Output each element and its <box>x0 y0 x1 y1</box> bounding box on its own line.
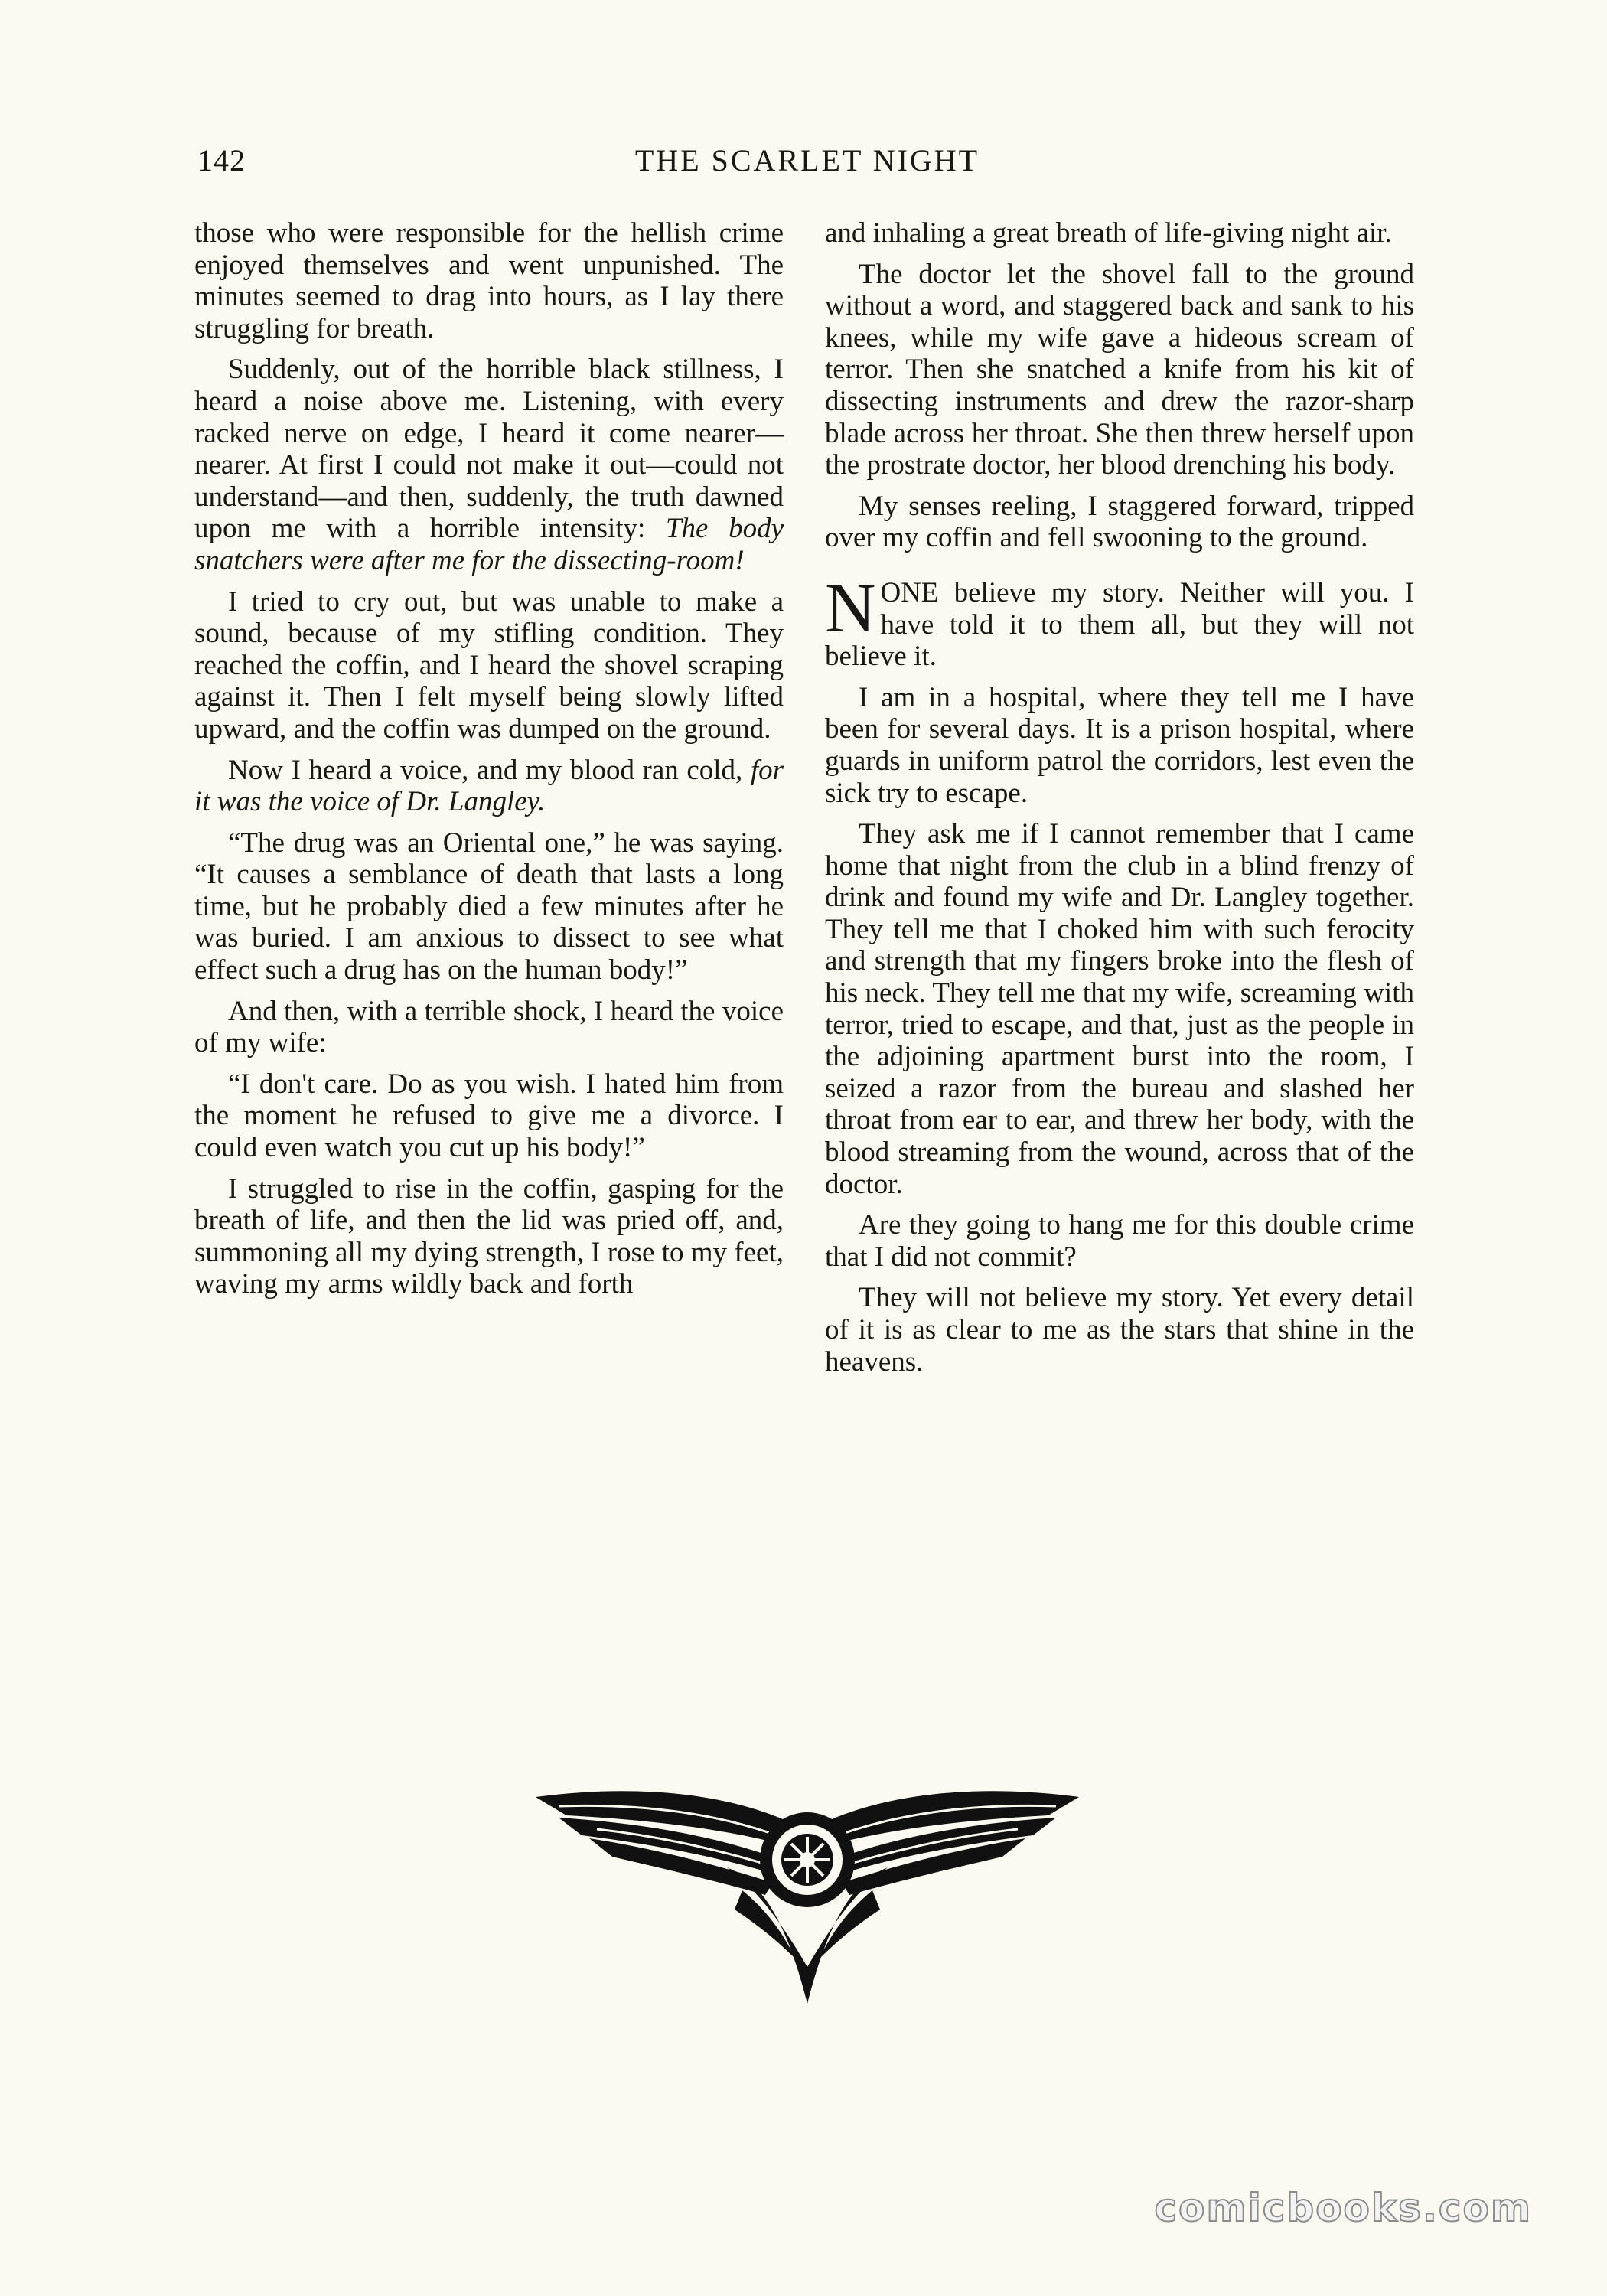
paragraph-text: Now I heard a voice, and my blood ran cold, <box>228 754 743 786</box>
italic-text: for it was the voice of Dr. Langley. <box>194 754 784 818</box>
page-header <box>191 142 1423 188</box>
paragraph: They will not believe my story. Yet every detail of it is as clear to me as the stars that shine in the heavens. <box>825 1282 1414 1378</box>
italic-text: The body snatchers were after me for the dissecting-room! <box>194 513 784 576</box>
paragraph: those who were responsible for the hellish crime enjoyed themselves and went unpunished. The minutes seemed to drag into hours, as I lay there struggling for breath. <box>194 217 784 344</box>
paragraph: The doctor let the shovel fall to the ground without a word, and staggered back and sank to his knees, while my wife gave a hideous scream of terror. Then she snatched a knife from his kit of dissecting instruments and drew the razor-sharp blade across her throat. She then threw herself upon the prostrate doctor, her blood drenching his body. <box>825 258 1414 481</box>
paragraph: I tried to cry out, but was unable to make a sound, because of my stifling condition. They reached the coffin, and I heard the shovel scraping against it. Then I felt myself being slowly lifted upward, and the coffin was dumped on the ground. <box>194 585 784 745</box>
winged-wheel-ornament-icon <box>536 1776 1079 2005</box>
paragraph: I am in a hospital, where they tell me I have been for several days. It is a prison hospital, where guards in uniform patrol the corridors, lest even the sick try to escape. <box>825 681 1414 809</box>
paragraph-text: ONE believe my story. Neither will you. I have told it to them all, but they will not believe it. <box>825 576 1414 673</box>
right-column <box>825 217 1414 1387</box>
paragraph: They ask me if I cannot remember that I came home that night from the club in a blind frenzy of drink and found my wife and Dr. Langley together. They tell me that I choked him with such ferocity and strength that my fingers broke into the flesh of his neck. They tell me that my wife, screaming with terror, tried to escape, and that, just as the people in the adjoining apartment burst into the room, I seized a razor from the bureau and slashed her throat from ear to ear, and threw her body, with the blood streaming from the wound, across that of the doctor. <box>825 818 1414 1200</box>
watermark: comicbooks.com <box>1154 2186 1532 2230</box>
paragraph: And then, with a terrible shock, I heard the voice of my wife: <box>194 995 784 1059</box>
paragraph <box>194 755 784 818</box>
paragraph: Are they going to hang me for this double crime that I did not commit? <box>825 1209 1414 1273</box>
paragraph <box>194 354 784 576</box>
drop-cap: N <box>825 568 876 647</box>
paragraph: My senses reeling, I staggered forward, tripped over my coffin and fell swooning to the ground. <box>825 490 1414 554</box>
paragraph-text: Suddenly, out of the horrible black stillness, I heard a noise above me. Listening, with every racked nerve on edge, I heard it come nearer—nearer. At first I could not make it out—could not understand—and then, suddenly, the truth dawned upon me with a horrible intensity: <box>194 354 784 545</box>
paragraph: and inhaling a great breath of life-giving night air. <box>825 217 1392 249</box>
paragraph: “The drug was an Oriental one,” he was saying. “It causes a semblance of death that lasts a long time, but he probably died a few minutes after he was buried. I am anxious to dissect to see what effect such a drug has on the human body!” <box>194 827 784 987</box>
left-column <box>194 217 784 1309</box>
paragraph: I struggled to rise in the coffin, gasping for the breath of life, and then the lid was pried off, and, summoning all my dying strength, I rose to my feet, waving my arms wildly back and forth <box>194 1172 784 1300</box>
page-number: 142 <box>197 143 246 178</box>
paragraph: “I don't care. Do as you wish. I hated him from the moment he refused to give me a divorce. I could even watch you cut up his body!” <box>194 1068 784 1164</box>
section-opening-paragraph <box>825 568 1414 673</box>
running-title: THE SCARLET NIGHT <box>634 143 980 178</box>
